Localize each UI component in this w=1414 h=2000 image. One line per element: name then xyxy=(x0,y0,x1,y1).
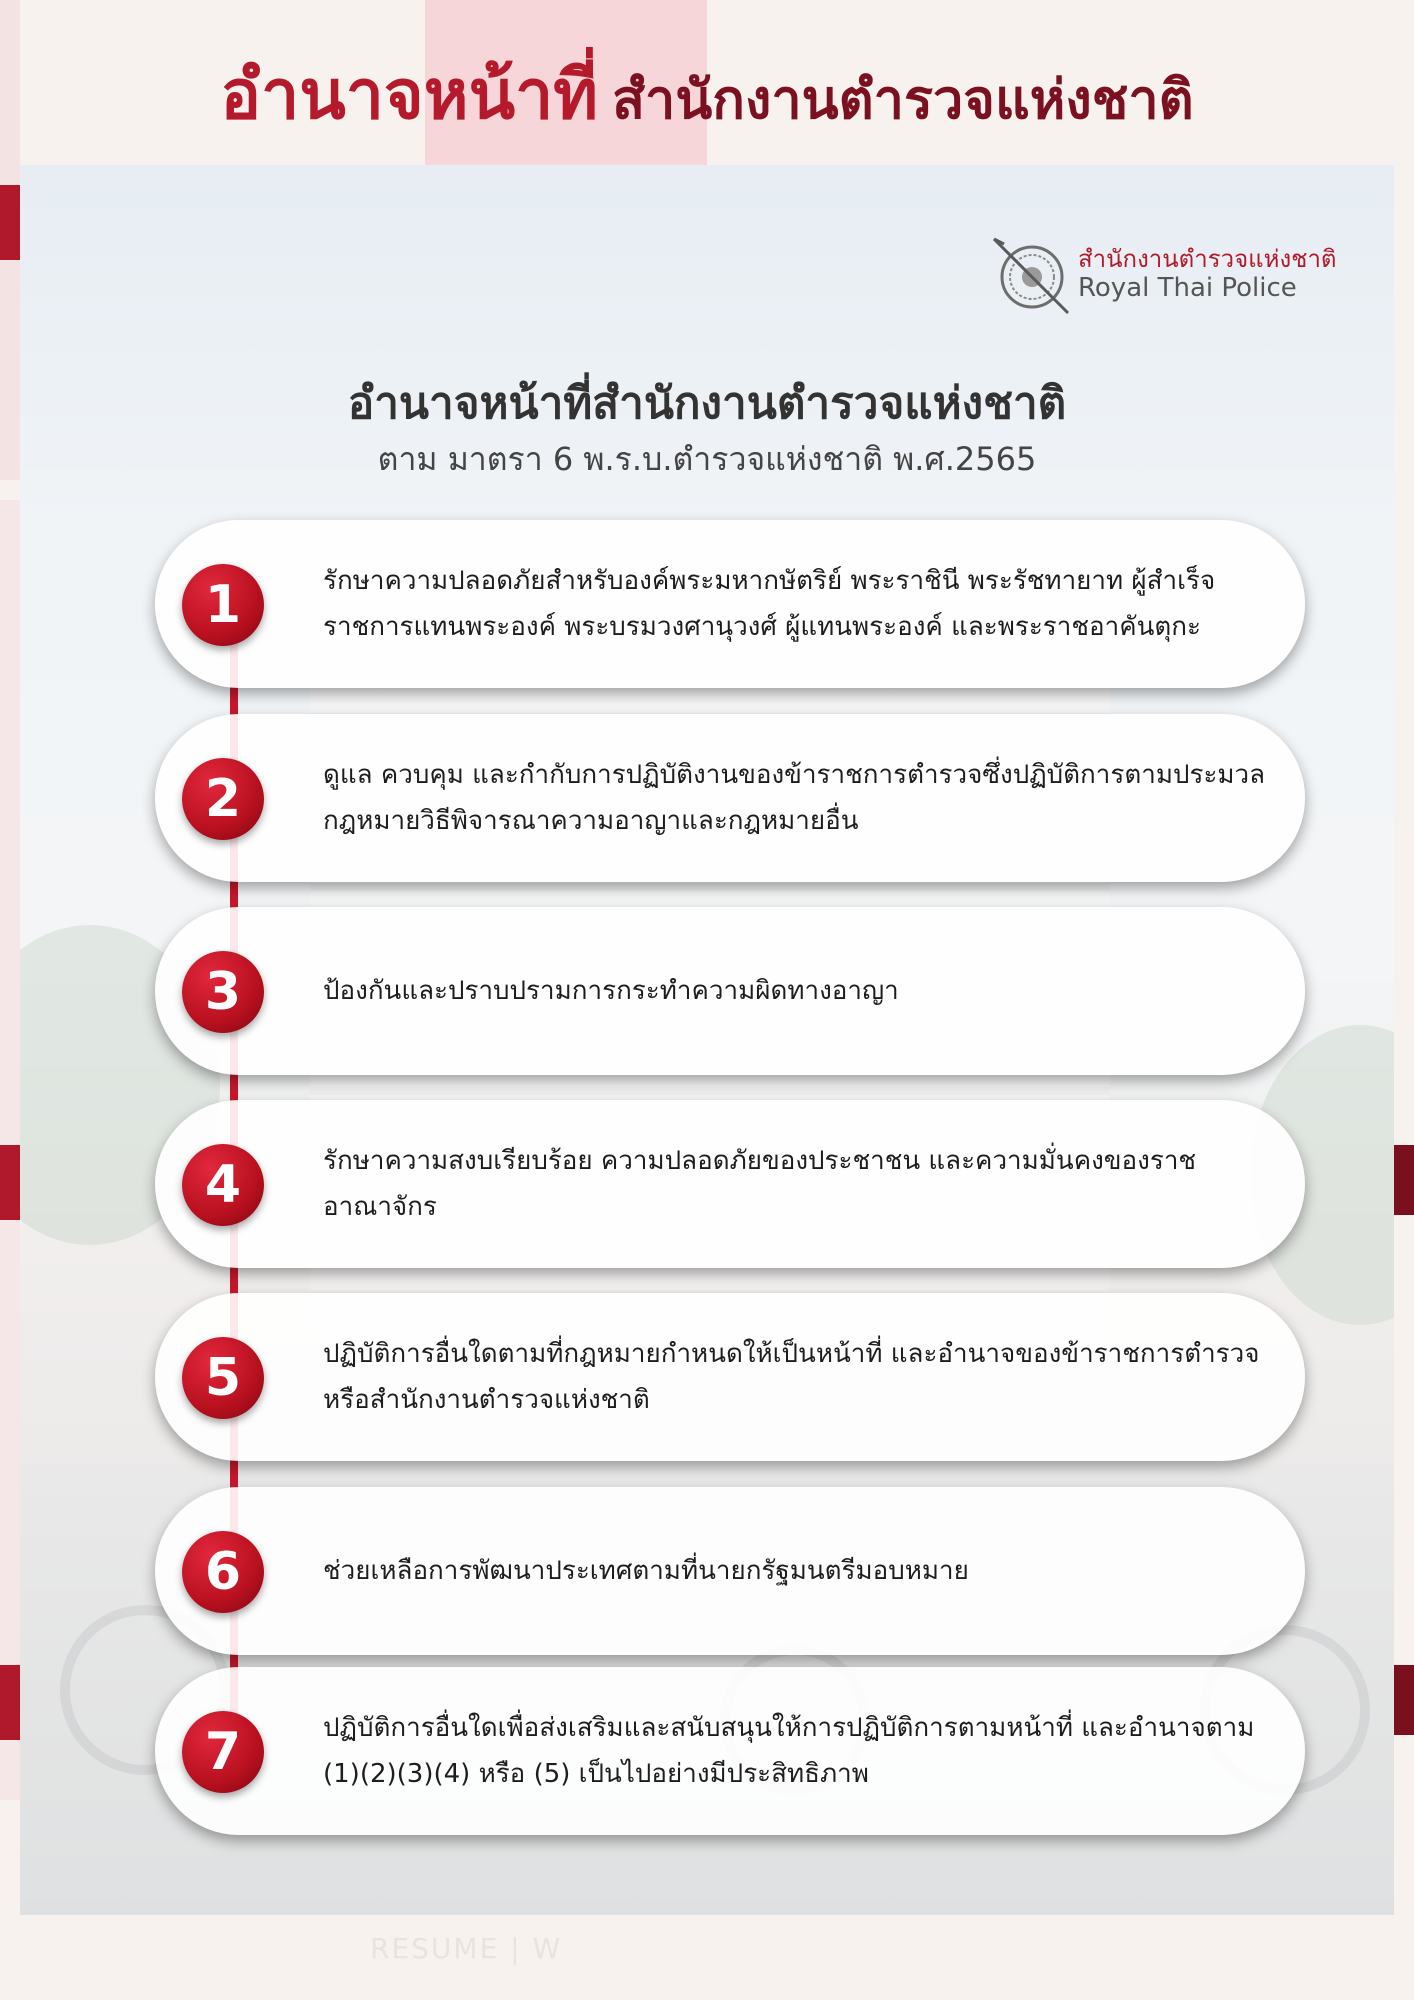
page-title xyxy=(0,40,1414,148)
duty-text: รักษาความปลอดภัยสำหรับองค์พระมหากษัตริย์ พระราชินี พระรัชทายาท ผู้สำเร็จราชการแทนพระองค์ พระบรมวงศานุวงศ์ ผู้แทนพระองค์ และพระราชอาคันตุกะ xyxy=(323,566,1216,642)
left-edge-mark xyxy=(0,185,20,260)
duty-number-badge xyxy=(182,951,264,1033)
duty-text: ช่วยเหลือการพัฒนาประเทศตามที่นายกรัฐมนตรีมอบหมาย xyxy=(323,1556,969,1586)
duty-number-badge xyxy=(182,564,264,646)
duty-text: ป้องกันและปราบปรามการกระทำความผิดทางอาญา xyxy=(323,976,899,1006)
duty-number: 2 xyxy=(204,769,242,829)
duty-card-1 xyxy=(155,520,1305,688)
duty-number-badge xyxy=(182,1711,264,1793)
duty-text: ดูแล ควบคุม และกำกับการปฏิบัติงานของข้าราชการตำรวจซึ่งปฏิบัติการตามประมวลกฎหมายวิธีพิจารณาความอาญาและกฎหมายอื่น xyxy=(323,760,1266,836)
duty-number: 1 xyxy=(204,575,242,635)
duty-card-3 xyxy=(155,907,1305,1075)
right-edge-mark xyxy=(1394,1145,1414,1215)
duty-number-badge xyxy=(182,1531,264,1613)
police-seal-icon xyxy=(990,235,1070,315)
duty-number: 6 xyxy=(204,1542,242,1602)
duty-card-4 xyxy=(155,1100,1305,1268)
section-title: อำนาจหน้าที่สำนักงานตำรวจแห่งชาติ xyxy=(347,378,1067,429)
left-edge-mark xyxy=(0,1145,20,1220)
page-title-org: สำนักงานตำรวจแห่งชาติ xyxy=(612,68,1194,131)
right-edge-mark xyxy=(1394,1665,1414,1735)
duty-number: 5 xyxy=(204,1348,242,1408)
watermark: RESUME | W xyxy=(370,1932,563,1965)
duty-number-badge xyxy=(182,1144,264,1226)
duty-card-7 xyxy=(155,1667,1305,1835)
duty-number: 7 xyxy=(204,1722,242,1782)
duty-card-5 xyxy=(155,1293,1305,1461)
duty-number: 3 xyxy=(204,962,242,1022)
duty-card-2 xyxy=(155,714,1305,882)
police-logo xyxy=(990,235,1350,305)
duty-text: ปฏิบัติการอื่นใดตามที่กฎหมายกำหนดให้เป็นหน้าที่ และอำนาจของข้าราชการตำรวจหรือสำนักงานตำรวจแห่งชาติ xyxy=(323,1339,1260,1415)
duty-number-badge xyxy=(182,758,264,840)
duty-text: รักษาความสงบเรียบร้อย ความปลอดภัยของประชาชน และความมั่นคงของราชอาณาจักร xyxy=(323,1146,1197,1222)
duty-number-badge xyxy=(182,1337,264,1419)
duty-text: ปฏิบัติการอื่นใดเพื่อส่งเสริมและสนับสนุนให้การปฏิบัติการตามหน้าที่ และอำนาจตาม (1)(2)(3)(4) หรือ (5) เป็นไปอย่างมีประสิทธิภาพ xyxy=(323,1713,1255,1789)
page-title-main: อำนาจหน้าที่ xyxy=(220,56,599,135)
left-edge-mark xyxy=(0,1665,20,1740)
logo-name-en: Royal Thai Police xyxy=(1078,273,1297,303)
logo-name-th: สำนักงานตำรวจแห่งชาติ xyxy=(1078,245,1337,273)
duty-number: 4 xyxy=(204,1155,242,1215)
section-reference: ตาม มาตรา 6 พ.ร.บ.ตำรวจแห่งชาติ พ.ศ.2565 xyxy=(377,440,1037,478)
duty-card-6 xyxy=(155,1487,1305,1655)
